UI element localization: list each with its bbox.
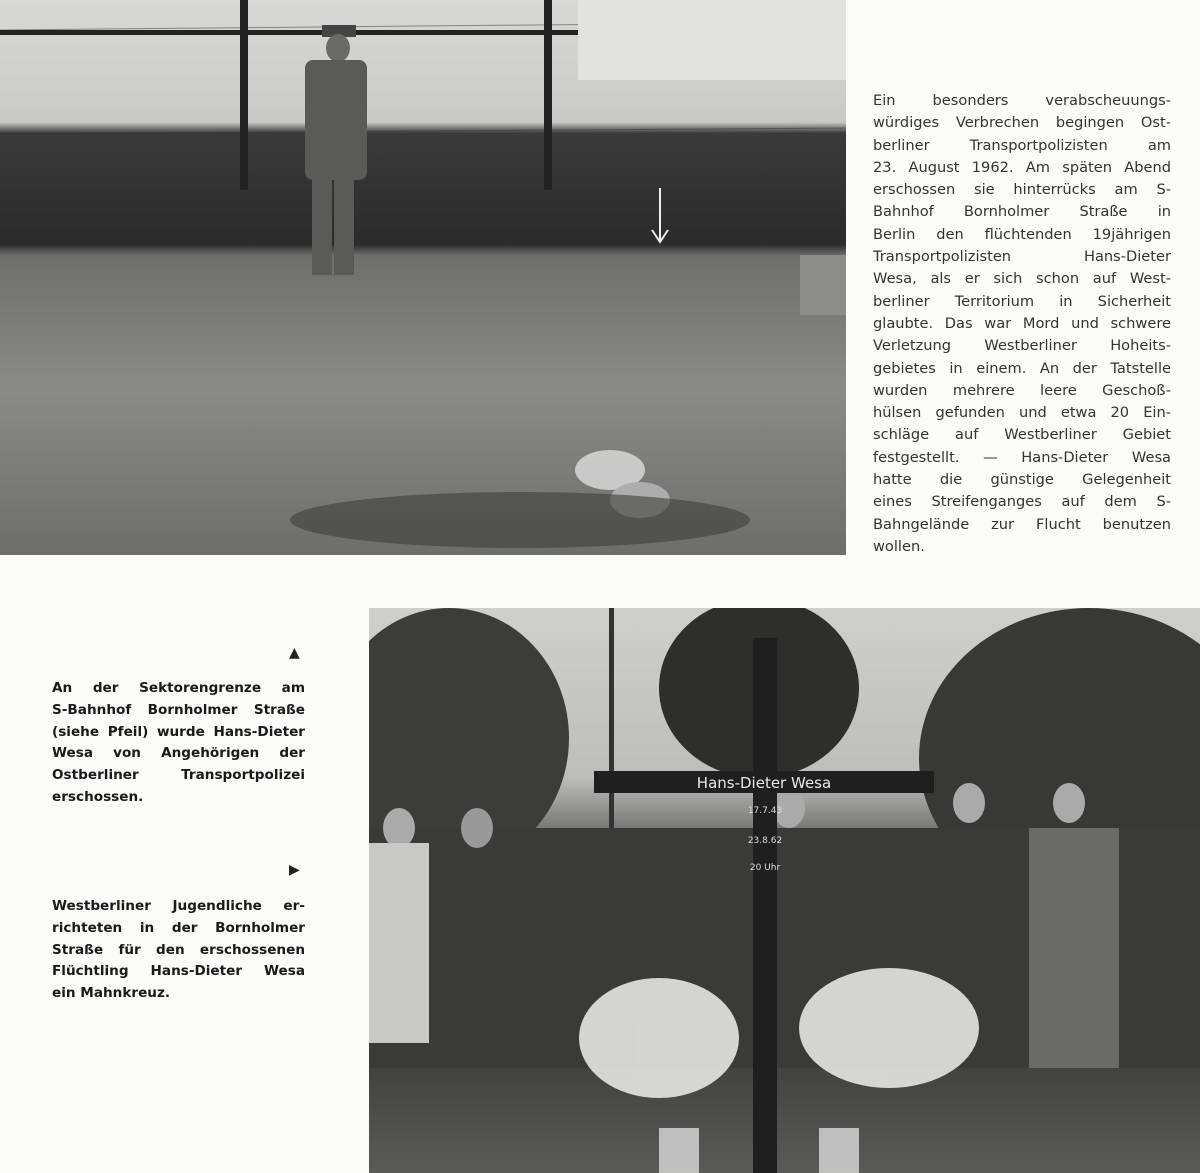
photo-sector-border (0, 0, 846, 555)
text-line: wurden mehrere leere Geschoß- (873, 381, 1171, 399)
caption-line: Flüchtling Hans-Dieter Wesa (52, 963, 305, 980)
text-line: wollen. (873, 537, 925, 555)
text-line: glaubte. Das war Mord und schwere (873, 314, 1171, 332)
text-line: erschossen sie hinterrücks am S- (873, 181, 1171, 199)
caption-line: Westberliner Jugendliche er- (52, 898, 305, 914)
cross-date: 17.7.43 (747, 806, 783, 816)
caption-line: ein Mahnkreuz. (52, 985, 171, 1002)
text-line: Berlin den flüchtenden 19jährigen (873, 225, 1171, 243)
cross-date: 20 Uhr (749, 863, 781, 873)
text-line: würdiges Verbrechen begingen Ost- (873, 114, 1171, 132)
text-line: Bahnhof Bornholmer Straße in (873, 203, 1171, 221)
text-line: hatte die günstige Gelegenheit (873, 471, 1171, 489)
text-line: hülsen gefunden und etwa 20 Ein- (873, 404, 1171, 422)
text-line: festgestellt. — Hans-Dieter Wesa (873, 448, 1171, 466)
arrow-marker (652, 188, 668, 242)
text-line: schläge auf Westberliner Gebiet (873, 426, 1171, 444)
text-line: Wesa, als er sich schon auf West- (873, 270, 1171, 288)
caption-top-photo (52, 678, 305, 809)
caption-line: erschossen. (52, 788, 144, 805)
text-line: Transportpolizisten Hans-Dieter (873, 248, 1171, 266)
text-line: 23. August 1962. Am späten Abend (873, 158, 1171, 176)
caption-bottom-photo (52, 896, 305, 1005)
text-line: Verletzung Westberliner Hoheits- (873, 337, 1171, 355)
photo-memorial-cross (369, 608, 1200, 1173)
caption-line: Ostberliner Transportpolizei (52, 767, 305, 784)
guard-figure (305, 25, 367, 275)
text-line: berliner Transportpolizisten am (873, 136, 1171, 154)
text-line: Bahngelände zur Flucht benutzen (873, 515, 1171, 533)
caption-line: richteten in der Bornholmer (52, 919, 305, 936)
cross-date: 23.8.62 (747, 836, 783, 846)
caption-line: S-Bahnhof Bornholmer Straße (52, 701, 305, 718)
triangle-up-icon: ▲ (289, 645, 300, 661)
caption-line: An der Sektorengrenze am (52, 680, 305, 696)
text-line: berliner Territorium in Sicherheit (873, 292, 1171, 310)
caption-line: Wesa von Angehörigen der (52, 745, 305, 762)
caption-line: (siehe Pfeil) wurde Hans-Dieter (52, 723, 305, 740)
photo-memorial-cross-illustration (369, 608, 1200, 1173)
article-text (873, 90, 1171, 558)
text-line: eines Streifenganges auf dem S- (873, 493, 1171, 511)
triangle-right-icon: ▶ (289, 862, 300, 878)
text-line: Ein besonders verabscheuungs- (873, 92, 1171, 109)
cross-inscription: Hans-Dieter Wesa (696, 774, 832, 792)
photo-sector-border-illustration (0, 0, 846, 555)
caption-line: Straße für den erschossenen (52, 941, 305, 958)
text-line: gebietes in einem. An der Tatstelle (873, 359, 1171, 377)
